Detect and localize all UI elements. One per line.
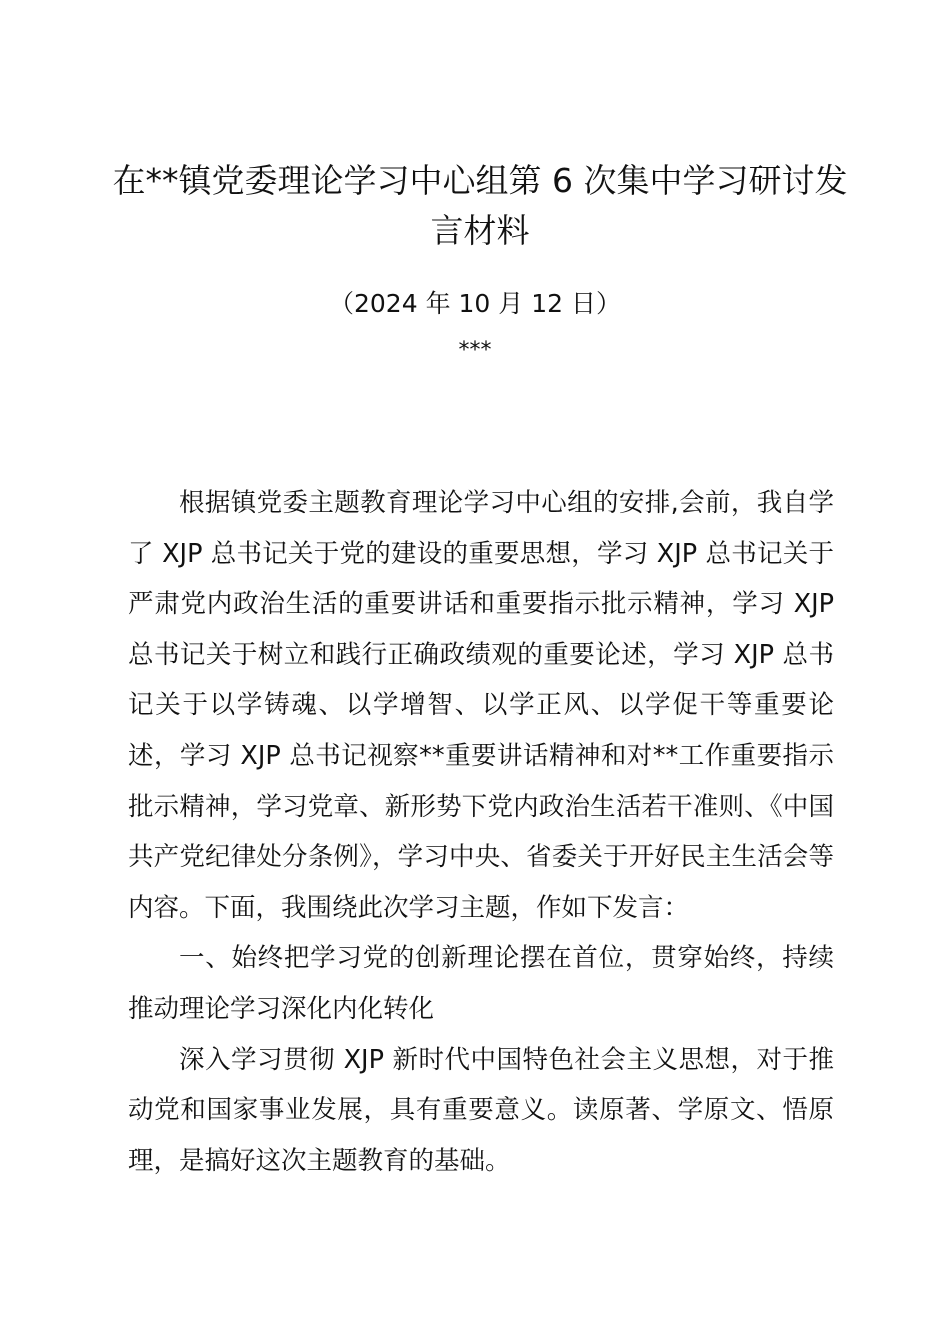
section-1-paragraph: 深入学习贯彻 XJP 新时代中国特色社会主义思想，对于推动党和国家事业发展，具有重要意义。读原著、学原文、悟原理，是搞好这次主题教育的基础。 <box>128 1044 834 1176</box>
intro-paragraph: 根据镇党委主题教育理论学习中心组的安排,会前，我自学了 XJP 总书记关于党的建设的重要思想，学习 XJP 总书记关于严肃党内政治生活的重要讲话和重要指示批示精神，学习 XJP 总书记关于树立和践行正确政绩观的重要论述，学习 XJP 总书记关于以学铸魂、以学增智、以学正风、以学促干等重要论述，学习 XJP 总书记视察**重要讲话精神和对**工作重要指示批示精神，学习党章、新形势下党内政治生活若干准则、《中国共产党纪律处分条例》，学习中央、省委关于开好民主生活会等内容。下面，我围绕此次学习主题，作如下发言： <box>128 488 834 923</box>
document-author: *** <box>458 338 492 363</box>
document-date: （2024 年 10 月 12 日） <box>329 289 621 318</box>
document-title: 在**镇党委理论学习中心组第 6 次集中学习研讨发言材料 <box>112 161 848 250</box>
document-body <box>128 478 834 1186</box>
section-heading-1: 一、始终把学习党的创新理论摆在首位，贯穿始终，持续推动理论学习深化内化转化 <box>128 943 834 1024</box>
